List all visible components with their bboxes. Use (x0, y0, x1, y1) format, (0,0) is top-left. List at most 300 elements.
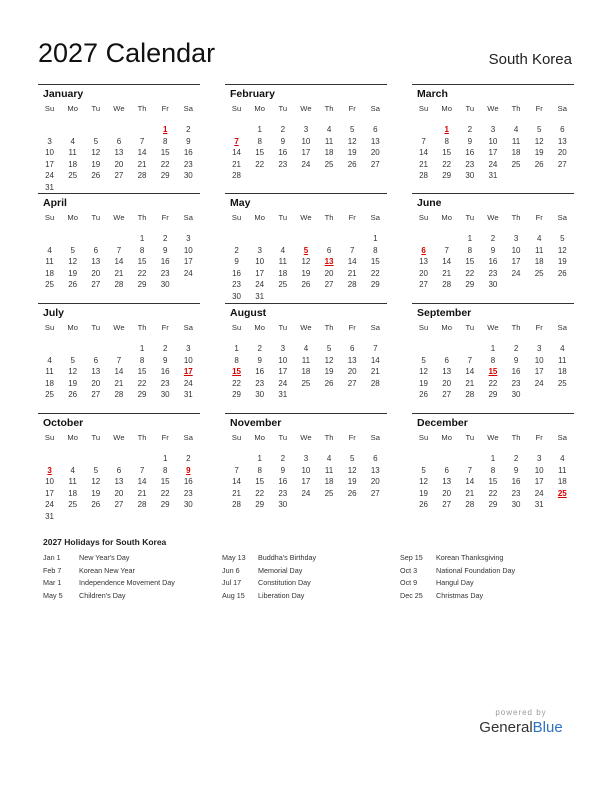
weekday-label: Su (44, 323, 55, 332)
day-cell: 19 (91, 488, 101, 498)
month-divider (412, 193, 574, 194)
day-cell: 16 (255, 367, 265, 377)
weekday-label: Fr (535, 433, 543, 442)
day-cell: 17 (534, 367, 544, 377)
day-cell: 27 (324, 280, 334, 290)
day-cell: 28 (370, 378, 380, 388)
day-cell: 23 (160, 378, 170, 388)
day-cell: 9 (280, 465, 286, 475)
holiday-name: Buddha's Birthday (258, 553, 317, 562)
day-cell: 21 (419, 159, 429, 169)
holiday-item (400, 565, 515, 578)
holiday-item (400, 552, 515, 565)
day-cell: 14 (419, 148, 429, 158)
day-cell: 9 (280, 136, 286, 146)
weekday-label: Th (137, 104, 147, 113)
day-cell: 12 (91, 148, 101, 158)
week-row (38, 233, 200, 245)
week-row (225, 453, 387, 465)
day-cell: 2 (162, 344, 168, 353)
day-cell: 11 (535, 245, 544, 255)
holiday-column (43, 552, 175, 602)
weekday-label: Tu (278, 323, 288, 332)
day-cell: 23 (278, 159, 288, 169)
day-cell: 12 (347, 136, 357, 146)
day-cell: 20 (114, 159, 124, 169)
weekday-label: Sa (183, 323, 193, 332)
day-cell: 18 (557, 477, 567, 487)
weekday-label: Su (418, 104, 429, 113)
day-cell: 30 (511, 500, 521, 510)
day-cell: 6 (373, 454, 378, 463)
day-cell: 6 (444, 465, 449, 475)
month-name: December (417, 417, 468, 429)
day-cell: 26 (347, 488, 357, 498)
day-cell: 24 (45, 171, 55, 181)
week-row (225, 268, 387, 280)
day-cell: 1 (139, 344, 145, 353)
day-cell: 16 (511, 477, 521, 487)
weekday-header (412, 212, 574, 224)
day-cell: 2 (186, 125, 191, 134)
empty-cell (341, 170, 364, 182)
day-cell: 19 (347, 148, 357, 158)
holiday-item (400, 590, 515, 603)
brand-logo[interactable] (475, 708, 567, 736)
day-cell: 11 (511, 136, 521, 146)
day-cell: 9 (186, 136, 191, 146)
holiday-date: 17 (183, 367, 193, 377)
holiday-date: 13 (324, 257, 334, 267)
day-cell: 16 (232, 268, 242, 278)
weekday-label: Mo (67, 104, 78, 113)
week-row (225, 159, 387, 171)
day-cell: 15 (255, 477, 265, 487)
holiday-date: 6 (421, 245, 426, 255)
empty-cell (294, 499, 317, 511)
weekday-label: Su (418, 213, 429, 222)
day-cell: 14 (114, 257, 124, 267)
day-cell: 1 (257, 454, 262, 463)
day-cell: 26 (324, 378, 334, 388)
empty-cell (294, 170, 317, 182)
day-cell: 14 (370, 355, 380, 365)
day-cell: 20 (370, 148, 380, 158)
day-cell: 30 (255, 390, 265, 400)
day-cell: 16 (183, 148, 193, 158)
day-cell: 21 (232, 488, 242, 498)
empty-cell (107, 453, 130, 465)
day-cell: 15 (488, 477, 498, 487)
week-row (38, 453, 200, 465)
weekday-label: Mo (254, 433, 265, 442)
weekday-label: We (487, 323, 499, 332)
empty-cell (551, 279, 574, 291)
holiday-name: Constitution Day (258, 578, 311, 587)
day-cell: 31 (183, 390, 193, 400)
day-cell: 2 (257, 344, 262, 353)
day-cell: 20 (442, 488, 452, 498)
day-cell: 25 (68, 171, 78, 181)
day-cell: 19 (68, 268, 78, 278)
day-cell: 8 (444, 136, 449, 146)
day-cell: 20 (347, 367, 357, 377)
weekday-label: Th (511, 213, 521, 222)
day-cell: 25 (324, 159, 334, 169)
weekday-label: Fr (348, 323, 356, 332)
day-cell: 11 (278, 257, 287, 267)
weekday-label: Fr (348, 104, 356, 113)
empty-cell (131, 124, 154, 136)
day-cell: 6 (93, 245, 99, 255)
day-cell: 2 (467, 125, 473, 134)
day-cell: 22 (488, 378, 498, 388)
day-cell: 28 (465, 390, 475, 400)
day-cell: 12 (534, 136, 544, 146)
week-row (38, 159, 200, 171)
day-cell: 24 (534, 378, 544, 388)
weekday-label: Tu (278, 104, 288, 113)
day-cell: 7 (467, 355, 473, 365)
day-cell: 18 (68, 488, 78, 498)
day-cell: 22 (465, 268, 475, 278)
day-cell: 7 (467, 465, 473, 475)
empty-cell (84, 124, 107, 136)
week-row (38, 182, 200, 194)
day-cell: 8 (257, 465, 262, 475)
day-cell: 29 (137, 280, 147, 290)
day-cell: 5 (93, 465, 99, 475)
empty-cell (458, 343, 481, 355)
weekday-label: Th (137, 213, 147, 222)
weekday-label: We (113, 433, 125, 442)
week-row (38, 256, 200, 268)
day-cell: 26 (419, 500, 429, 510)
weekday-label: Th (324, 213, 334, 222)
weekday-label: Tu (91, 213, 101, 222)
day-cell: 17 (534, 477, 544, 487)
day-cell: 10 (534, 465, 544, 475)
day-cell: 7 (373, 344, 378, 353)
week-row (38, 476, 200, 488)
day-cell: 18 (45, 378, 55, 388)
holiday-name: Christmas Day (436, 590, 484, 600)
day-cell: 17 (301, 148, 311, 158)
day-cell: 12 (68, 367, 78, 377)
month-name: May (230, 197, 251, 209)
day-cell: 27 (114, 500, 124, 510)
week-row (225, 170, 387, 182)
day-cell: 6 (116, 136, 122, 146)
week-row (38, 378, 200, 390)
day-cell: 3 (257, 245, 262, 255)
day-cell: 10 (301, 465, 311, 475)
month-day-grid (412, 212, 574, 291)
weekday-label: Mo (254, 213, 265, 222)
empty-cell (107, 233, 130, 245)
weekday-header (412, 432, 574, 444)
empty-cell (271, 233, 294, 245)
week-row (412, 279, 574, 291)
day-cell: 8 (139, 355, 145, 365)
empty-cell (84, 511, 107, 523)
month-divider (225, 413, 387, 414)
weekday-label: Su (418, 433, 429, 442)
day-cell: 4 (560, 344, 565, 353)
day-cell: 19 (324, 367, 334, 377)
day-cell: 22 (137, 268, 147, 278)
weekday-label: We (113, 323, 125, 332)
day-cell: 23 (160, 268, 170, 278)
weekday-label: Tu (278, 213, 288, 222)
weekday-header (412, 103, 574, 115)
holiday-date: 15 (488, 367, 498, 377)
day-cell: 8 (490, 355, 496, 365)
week-row (412, 378, 574, 390)
weekday-label: Tu (465, 433, 475, 442)
holiday-name: Liberation Day (258, 590, 305, 600)
day-cell: 12 (419, 367, 429, 377)
day-cell: 16 (183, 477, 193, 487)
day-cell: 5 (70, 355, 75, 365)
empty-cell (107, 182, 130, 194)
day-cell: 26 (68, 280, 78, 290)
empty-cell (38, 453, 61, 465)
holiday-date-label: Oct 9 (400, 578, 418, 587)
day-cell: 19 (419, 378, 429, 388)
week-row (412, 366, 574, 378)
holiday-name: Independence Movement Day (79, 578, 175, 587)
weekday-header (412, 322, 574, 334)
day-cell: 24 (488, 159, 498, 169)
empty-cell (177, 511, 200, 523)
weekday-label: Th (324, 104, 334, 113)
week-row (412, 124, 574, 136)
weekday-label: Su (418, 323, 429, 332)
day-cell: 1 (257, 125, 262, 134)
weekday-label: Tu (465, 323, 475, 332)
holiday-date-label: Aug 15 (222, 590, 245, 600)
day-cell: 4 (47, 245, 52, 255)
empty-cell (341, 233, 364, 245)
week-row (38, 245, 200, 257)
day-cell: 1 (234, 344, 239, 353)
weekday-label: Sa (370, 213, 380, 222)
day-cell: 5 (93, 136, 99, 146)
day-cell: 1 (467, 234, 473, 243)
week-row (412, 465, 574, 477)
day-cell: 7 (116, 245, 122, 255)
day-cell: 3 (536, 454, 542, 463)
day-cell: 8 (162, 465, 168, 475)
day-cell: 26 (301, 280, 311, 290)
day-cell: 13 (557, 136, 567, 146)
weekday-label: Fr (161, 323, 169, 332)
brand-name-part2: Blue (532, 719, 563, 736)
weekday-label: We (113, 104, 125, 113)
weekday-header (38, 322, 200, 334)
week-row (412, 233, 574, 245)
week-row (38, 279, 200, 291)
holiday-item (43, 565, 175, 578)
day-cell: 17 (511, 257, 521, 267)
day-cell: 23 (465, 159, 475, 169)
day-cell: 22 (255, 488, 265, 498)
empty-cell (107, 511, 130, 523)
day-cell: 14 (347, 257, 357, 267)
holiday-date: 7 (234, 136, 239, 146)
day-cell: 23 (255, 378, 265, 388)
day-cell: 6 (116, 465, 122, 475)
week-row (412, 453, 574, 465)
empty-cell (412, 233, 435, 245)
day-cell: 1 (490, 454, 496, 463)
day-cell: 22 (255, 159, 265, 169)
day-cell: 6 (444, 355, 449, 365)
day-cell: 8 (467, 245, 473, 255)
empty-cell (225, 453, 248, 465)
weekday-label: We (300, 323, 312, 332)
day-cell: 4 (536, 234, 542, 243)
weekday-label: Th (511, 104, 521, 113)
empty-cell (225, 124, 248, 136)
day-cell: 12 (419, 477, 429, 487)
week-row (38, 389, 200, 401)
day-cell: 29 (160, 171, 170, 181)
week-row (412, 268, 574, 280)
week-row (225, 233, 387, 245)
empty-cell (177, 279, 200, 291)
day-cell: 2 (234, 245, 239, 255)
day-cell: 16 (278, 477, 288, 487)
day-cell: 24 (278, 378, 288, 388)
empty-cell (318, 291, 341, 303)
day-cell: 28 (137, 171, 147, 181)
day-cell: 7 (139, 136, 145, 146)
powered-by-text: powered by (495, 708, 547, 717)
day-cell: 8 (373, 245, 378, 255)
month-day-grid (412, 103, 574, 182)
day-cell: 11 (68, 148, 77, 158)
week-row (412, 147, 574, 159)
week-row (225, 245, 387, 257)
day-cell: 22 (160, 159, 170, 169)
holiday-date-label: May 5 (43, 590, 63, 600)
holiday-item (222, 590, 316, 603)
weekday-label: Mo (441, 213, 452, 222)
week-row (38, 136, 200, 148)
day-cell: 11 (324, 465, 334, 475)
day-cell: 7 (444, 245, 449, 255)
month-name: January (43, 88, 84, 100)
day-cell: 10 (45, 477, 55, 487)
holiday-date-label: Sep 15 (400, 553, 423, 562)
weekday-label: We (300, 433, 312, 442)
empty-cell (412, 124, 435, 136)
day-cell: 17 (45, 488, 55, 498)
day-cell: 3 (186, 344, 191, 353)
week-row (412, 136, 574, 148)
empty-cell (84, 233, 107, 245)
holiday-name: National Foundation Day (436, 565, 516, 575)
day-cell: 4 (70, 465, 75, 475)
day-cell: 13 (442, 367, 452, 377)
empty-cell (528, 170, 551, 182)
holiday-date: 25 (557, 488, 567, 498)
day-cell: 9 (467, 136, 473, 146)
weekday-label: Tu (91, 433, 101, 442)
empty-cell (551, 170, 574, 182)
empty-cell (225, 233, 248, 245)
weekday-label: We (487, 213, 499, 222)
week-row (225, 499, 387, 511)
day-cell: 24 (45, 500, 55, 510)
weekday-label: We (300, 104, 312, 113)
empty-cell (294, 389, 317, 401)
day-cell: 14 (442, 257, 452, 267)
day-cell: 5 (421, 355, 426, 365)
day-cell: 30 (160, 280, 170, 290)
day-cell: 21 (114, 268, 124, 278)
day-cell: 26 (91, 500, 101, 510)
day-cell: 29 (370, 280, 380, 290)
day-cell: 14 (465, 367, 475, 377)
day-cell: 23 (511, 488, 521, 498)
day-cell: 27 (419, 280, 429, 290)
day-cell: 22 (442, 159, 452, 169)
empty-cell (61, 343, 84, 355)
empty-cell (364, 499, 387, 511)
day-cell: 26 (347, 159, 357, 169)
day-cell: 6 (373, 125, 378, 134)
day-cell: 27 (557, 159, 567, 169)
holiday-name: Korean Thanksgiving (436, 553, 504, 562)
weekday-label: Mo (254, 323, 265, 332)
day-cell: 1 (162, 454, 168, 463)
day-cell: 21 (465, 488, 475, 498)
day-cell: 17 (45, 159, 55, 169)
day-cell: 4 (303, 344, 309, 353)
month-name: July (43, 307, 65, 319)
day-cell: 5 (70, 245, 75, 255)
weekday-label: Sa (557, 213, 567, 222)
day-cell: 13 (347, 355, 357, 365)
holiday-name: Korean New Year (79, 565, 135, 575)
day-cell: 3 (280, 344, 286, 353)
holiday-name: Memorial Day (258, 565, 303, 575)
week-row (412, 499, 574, 511)
holiday-date: 15 (232, 367, 242, 377)
weekday-label: Fr (535, 323, 543, 332)
day-cell: 13 (114, 148, 124, 158)
day-cell: 18 (278, 268, 288, 278)
holiday-date-label: Jul 17 (222, 578, 242, 587)
empty-cell (107, 343, 130, 355)
day-cell: 15 (442, 148, 452, 158)
day-cell: 2 (280, 125, 286, 134)
week-row (412, 245, 574, 257)
day-cell: 27 (370, 488, 380, 498)
day-cell: 8 (490, 465, 496, 475)
day-cell: 16 (488, 257, 498, 267)
day-cell: 20 (91, 268, 101, 278)
day-cell: 1 (139, 234, 145, 243)
day-cell: 30 (160, 390, 170, 400)
holiday-date: 9 (186, 465, 191, 475)
week-row (412, 476, 574, 488)
day-cell: 10 (278, 355, 288, 365)
day-cell: 9 (513, 465, 519, 475)
